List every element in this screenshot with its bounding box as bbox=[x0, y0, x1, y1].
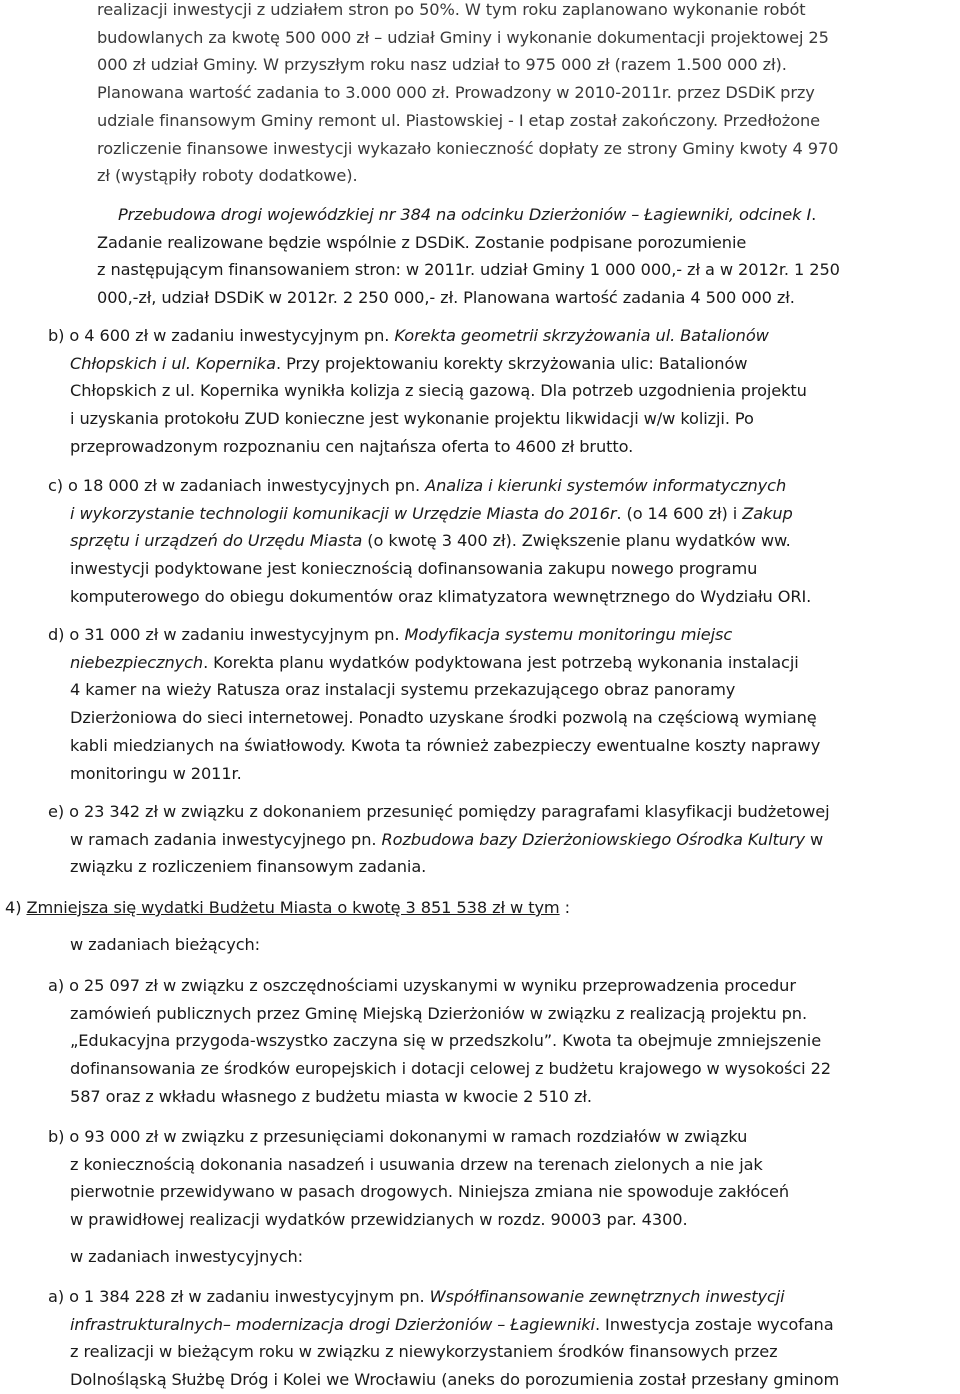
subheading: w zadaniach bieżących: bbox=[70, 935, 261, 954]
text-line: udziale finansowym Gminy remont ul. Piastowskiej - I etap został zakończony. Przedłożone bbox=[97, 110, 821, 130]
item-text: d) o 31 000 zł w zadaniu inwestycyjnym pn. bbox=[48, 625, 405, 644]
text-line bbox=[48, 322, 807, 350]
text-line: w prawidłowej realizacji wydatków przewidzianych w rozdz. 90003 par. 4300. bbox=[70, 1210, 688, 1230]
item-c bbox=[48, 472, 811, 611]
text-line: Zadanie realizowane będzie wspólnie z DSDiK. Zostanie podpisane porozumienie bbox=[97, 232, 747, 252]
item-text: . Przy projektowaniu korekty skrzyżowania ulic: Batalionów bbox=[275, 353, 748, 373]
item-text: w bbox=[804, 829, 824, 849]
task-title: Rozbudowa bazy Dzierżoniowskiego Ośrodka Kultury bbox=[381, 829, 805, 849]
text-line: rozliczenie finansowe inwestycji wykazało konieczność dopłaty ze strony Gminy kwoty 4 970 bbox=[97, 138, 839, 158]
text-line: zł (wystąpiły roboty dodatkowe). bbox=[97, 166, 358, 186]
item-text: w ramach zadania inwestycyjnego pn. bbox=[70, 829, 382, 849]
text-line: i uzyskania protokołu ZUD konieczne jest wykonanie projektu likwidacji w/w kolizji. Po bbox=[70, 409, 754, 429]
task-title: Modyfikacja systemu monitoringu miejsc bbox=[404, 625, 733, 644]
investment-tasks-heading bbox=[70, 1243, 303, 1271]
task-title: Zakup bbox=[742, 503, 793, 523]
top-paragraph bbox=[97, 0, 838, 190]
text-line bbox=[97, 201, 840, 229]
current-tasks-heading bbox=[70, 931, 260, 959]
road-384-paragraph bbox=[97, 201, 840, 312]
current-item-b bbox=[48, 1123, 789, 1234]
text-line bbox=[48, 621, 820, 649]
punctuation: . bbox=[811, 205, 817, 224]
text-line bbox=[48, 527, 811, 555]
text-line: 000,-zł, udział DSDiK w 2012r. 2 250 000,- zł. Planowana wartość zadania 4 500 000 zł. bbox=[97, 288, 795, 308]
text-line bbox=[48, 649, 820, 677]
text-line: e) o 23 342 zł w związku z dokonaniem przesunięć pomiędzy paragrafami klasyfikacji budżetowej bbox=[48, 802, 830, 821]
text-line: z realizacji w bieżącym roku w związku z niewykorzystaniem środków finansowych przez bbox=[70, 1342, 778, 1362]
task-title: Korekta geometrii skrzyżowania ul. Batalionów bbox=[394, 326, 769, 345]
item-text: . Korekta planu wydatków podyktowana jest potrzebą wykonania instalacji bbox=[203, 652, 799, 672]
item-text: (o kwotę 3 400 zł). Zwiększenie planu wydatków ww. bbox=[362, 531, 791, 551]
task-title: sprzętu i urządzeń do Urzędu Miasta bbox=[70, 531, 363, 551]
task-title: Analiza i kierunki systemów informatycznych bbox=[425, 476, 787, 495]
text-line: zamówień publicznych przez Gminę Miejską Dzierżoniów w związku z realizacją projektu pn. bbox=[70, 1003, 808, 1023]
text-line bbox=[48, 1283, 839, 1311]
text-line bbox=[48, 350, 807, 378]
text-line: z następującym finansowaniem stron: w 2011r. udział Gminy 1 000 000,- zł a w 2012r. 1 250 bbox=[97, 260, 840, 280]
section-4-heading bbox=[5, 894, 570, 922]
item-text: c) o 18 000 zł w zadaniach inwestycyjnych pn. bbox=[48, 476, 426, 495]
item-e bbox=[48, 798, 830, 881]
subheading: w zadaniach inwestycyjnych: bbox=[70, 1247, 304, 1266]
text-line: a) o 25 097 zł w związku z oszczędnościami uzyskanymi w wyniku przeprowadzenia procedur bbox=[48, 976, 796, 995]
task-title: i wykorzystanie technologii komunikacji w Urzędzie Miasta do 2016r bbox=[70, 503, 617, 523]
text-line: kabli miedzianych na światłowody. Kwota ta również zabezpieczy ewentualne koszty naprawy bbox=[70, 735, 821, 755]
text-line: 4 kamer na wieży Ratusza oraz instalacji systemu przekazującego obraz panoramy bbox=[70, 680, 736, 700]
current-item-a bbox=[48, 972, 831, 1111]
item-text: . (o 14 600 zł) i bbox=[616, 503, 743, 523]
text-line: pierwotnie przewidywano w pasach drogowych. Niniejsza zmiana nie spowoduje zakłóceń bbox=[70, 1182, 790, 1202]
text-line: Dolnośląską Służbę Dróg i Kolei we Wrocławiu (aneks do porozumienia został przesłany gminom bbox=[70, 1370, 840, 1390]
text-line bbox=[48, 500, 811, 528]
text-line bbox=[48, 1311, 839, 1339]
investment-item-a bbox=[48, 1283, 839, 1394]
text-line: budowlanych za kwotę 500 000 zł – udział Gminy i wykonanie dokumentacji projektowej 25 bbox=[97, 27, 829, 47]
task-title: infrastrukturalnych– modernizacja drogi Dzierżoniów – Łagiewniki bbox=[70, 1314, 595, 1334]
section-title: Zmniejsza się wydatki Budżetu Miasta o kwotę 3 851 538 zł w tym bbox=[26, 898, 560, 917]
task-title: Chłopskich i ul. Kopernika bbox=[70, 353, 276, 373]
text-line: 000 zł udział Gminy. W przyszłym roku nasz udział to 975 000 zł (razem 1.500 000 zł). bbox=[97, 55, 787, 75]
text-line: 587 oraz z wkładu własnego z budżetu miasta w kwocie 2 510 zł. bbox=[70, 1086, 592, 1106]
item-text: b) o 4 600 zł w zadaniu inwestycyjnym pn. bbox=[48, 326, 395, 345]
text-line: realizacji inwestycji z udziałem stron po 50%. W tym roku zaplanowano wykonanie robót bbox=[97, 0, 806, 19]
text-line: związku z rozliczeniem finansowym zadania. bbox=[70, 857, 427, 877]
text-line: Chłopskich z ul. Kopernika wynikła kolizja z siecią gazową. Dla potrzeb uzgodnienia projektu bbox=[70, 381, 807, 401]
text-line: komputerowego do obiegu dokumentów oraz klimatyzatora wewnętrznego do Wydziału ORI. bbox=[70, 586, 812, 606]
task-title: Współfinansowanie zewnętrznych inwestycji bbox=[429, 1287, 785, 1306]
text-line bbox=[48, 472, 811, 500]
text-line: monitoringu w 2011r. bbox=[70, 763, 242, 783]
item-text: . Inwestycja zostaje wycofana bbox=[594, 1314, 834, 1334]
text-line: dofinansowania ze środków europejskich i dotacji celowej z budżetu krajowego w wysokości 22 bbox=[70, 1059, 831, 1079]
text-line bbox=[48, 826, 830, 854]
task-title: niebezpiecznych bbox=[70, 652, 204, 672]
text-line: b) o 93 000 zł w związku z przesunięciami dokonanymi w ramach rozdziałów w związku bbox=[48, 1127, 748, 1146]
punctuation: : bbox=[559, 898, 571, 917]
text-line: Dzierżoniowa do sieci internetowej. Ponadto uzyskane środki pozwolą na częściową wymianę bbox=[70, 708, 817, 728]
text-line: „Edukacyjna przygoda-wszystko zaczyna się w przedszkolu”. Kwota ta obejmuje zmniejszenie bbox=[70, 1031, 822, 1051]
text-line: przeprowadzonym rozpoznaniu cen najtańsza oferta to 4600 zł brutto. bbox=[70, 436, 634, 456]
text-line: inwestycji podyktowane jest koniecznością dofinansowania zakupu nowego programu bbox=[70, 559, 758, 579]
item-text: a) o 1 384 228 zł w zadaniu inwestycyjnym pn. bbox=[48, 1287, 430, 1306]
text-line: Planowana wartość zadania to 3.000 000 zł. Prowadzony w 2010-2011r. przez DSDiK przy bbox=[97, 83, 815, 103]
item-b bbox=[48, 322, 807, 461]
section-number: 4) bbox=[5, 898, 27, 917]
text-line: z koniecznością dokonania nasadzeń i usuwania drzew na terenach zielonych a nie jak bbox=[70, 1154, 763, 1174]
text-line bbox=[5, 894, 570, 922]
item-d bbox=[48, 621, 820, 787]
task-title: Przebudowa drogi wojewódzkiej nr 384 na odcinku Dzierżoniów – Łagiewniki, odcinek I bbox=[118, 205, 812, 224]
